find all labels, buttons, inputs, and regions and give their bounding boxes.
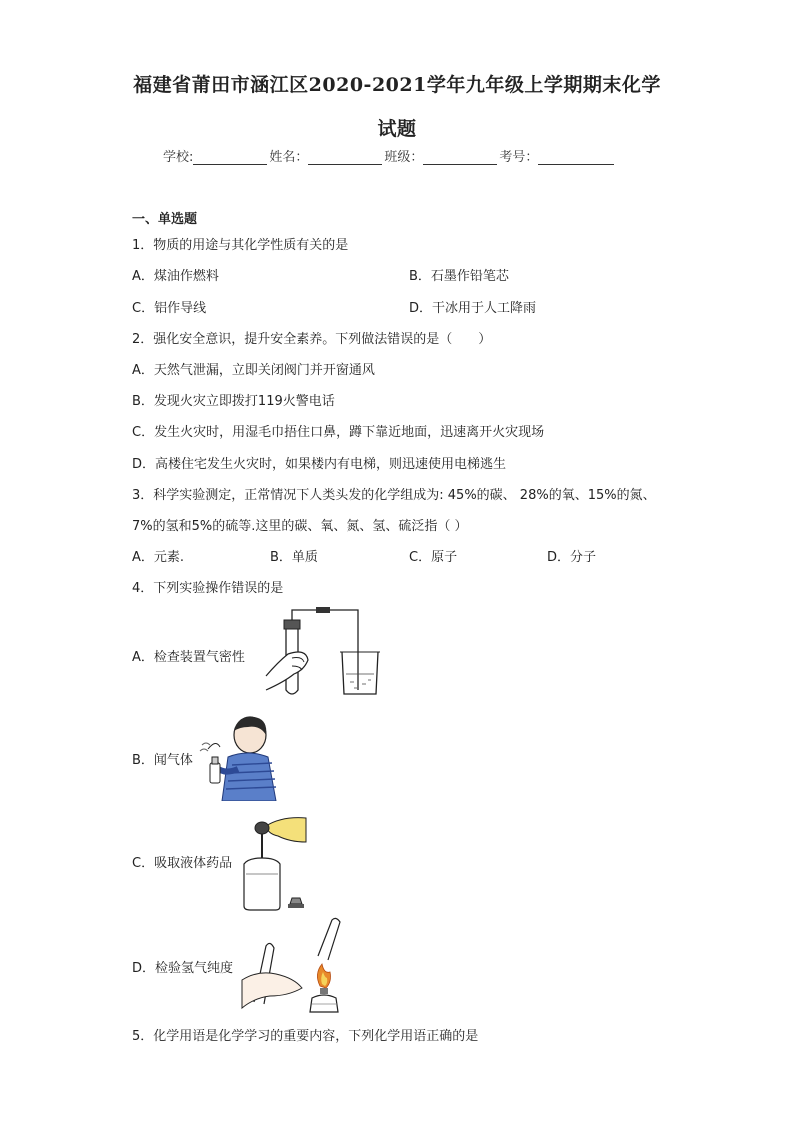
q4-option-a: A．检查装置气密性 bbox=[132, 650, 245, 665]
smelling-gas-figure bbox=[198, 713, 282, 801]
q5-stem: 5．化学用语是化学学习的重要内容，下列化学用语正确的是 bbox=[132, 1029, 479, 1044]
number-blank[interactable] bbox=[538, 150, 614, 165]
hydrogen-purity-test-figure bbox=[240, 916, 352, 1016]
q4-stem: 4．下列实验操作错误的是 bbox=[132, 581, 284, 596]
q3-stem-line2: 7%的氢和5%的硫等.这里的碳、氧、氮、氢、硫泛指（ ） bbox=[132, 519, 468, 534]
student-info-row bbox=[163, 146, 616, 165]
q1-stem: 1．物质的用途与其化学性质有关的是 bbox=[132, 238, 349, 253]
q3-option-c: C．原子 bbox=[409, 550, 458, 565]
dropper-figure bbox=[238, 812, 310, 914]
q4-option-b: B．闻气体 bbox=[132, 753, 193, 768]
q2-option-b: B．发现火灾立即拨打119火警电话 bbox=[132, 394, 335, 409]
airtightness-check-figure bbox=[258, 604, 388, 699]
school-blank[interactable] bbox=[193, 150, 267, 165]
q1-option-d: D．干冰用于人工降雨 bbox=[409, 301, 537, 316]
q3-option-d: D．分子 bbox=[547, 550, 597, 565]
q4-option-d: D．检验氢气纯度 bbox=[132, 961, 234, 976]
q4-option-c: C．吸取液体药品 bbox=[132, 856, 233, 871]
name-label: 姓名： bbox=[269, 150, 309, 165]
q3-stem-line1: 3．科学实验测定，正常情况下人类头发的化学组成为: 45%的碳、 28%的氧、15%的氮、 bbox=[132, 488, 656, 503]
q1-option-b: B．石墨作铅笔芯 bbox=[409, 269, 509, 284]
section-heading: 一、单选题 bbox=[132, 212, 198, 227]
class-blank[interactable] bbox=[423, 150, 497, 165]
q3-option-b: B．单质 bbox=[270, 550, 318, 565]
q3-option-a: A．元素. bbox=[132, 550, 185, 565]
exam-title-continued: 试题 bbox=[377, 118, 417, 140]
q2-option-c: C．发生火灾时，用湿毛巾捂住口鼻，蹲下靠近地面，迅速离开火灾现场 bbox=[132, 425, 545, 440]
q1-option-c: C．铝作导线 bbox=[132, 301, 207, 316]
class-label: 班级： bbox=[384, 150, 424, 165]
q2-option-a: A．天然气泄漏，立即关闭阀门并开窗通风 bbox=[132, 363, 375, 378]
q2-option-d: D．高楼住宅发生火灾时，如果楼内有电梯，则迅速使用电梯逃生 bbox=[132, 457, 507, 472]
name-blank[interactable] bbox=[308, 150, 382, 165]
number-label: 考号： bbox=[499, 150, 539, 165]
exam-title: 福建省莆田市涵江区2020-2021学年九年级上学期期末化学 bbox=[133, 74, 661, 96]
q1-option-a: A．煤油作燃料 bbox=[132, 269, 219, 284]
q2-stem: 2．强化安全意识，提升安全素养。下列做法错误的是（ ） bbox=[132, 332, 492, 347]
school-label: 学校: bbox=[163, 150, 194, 165]
